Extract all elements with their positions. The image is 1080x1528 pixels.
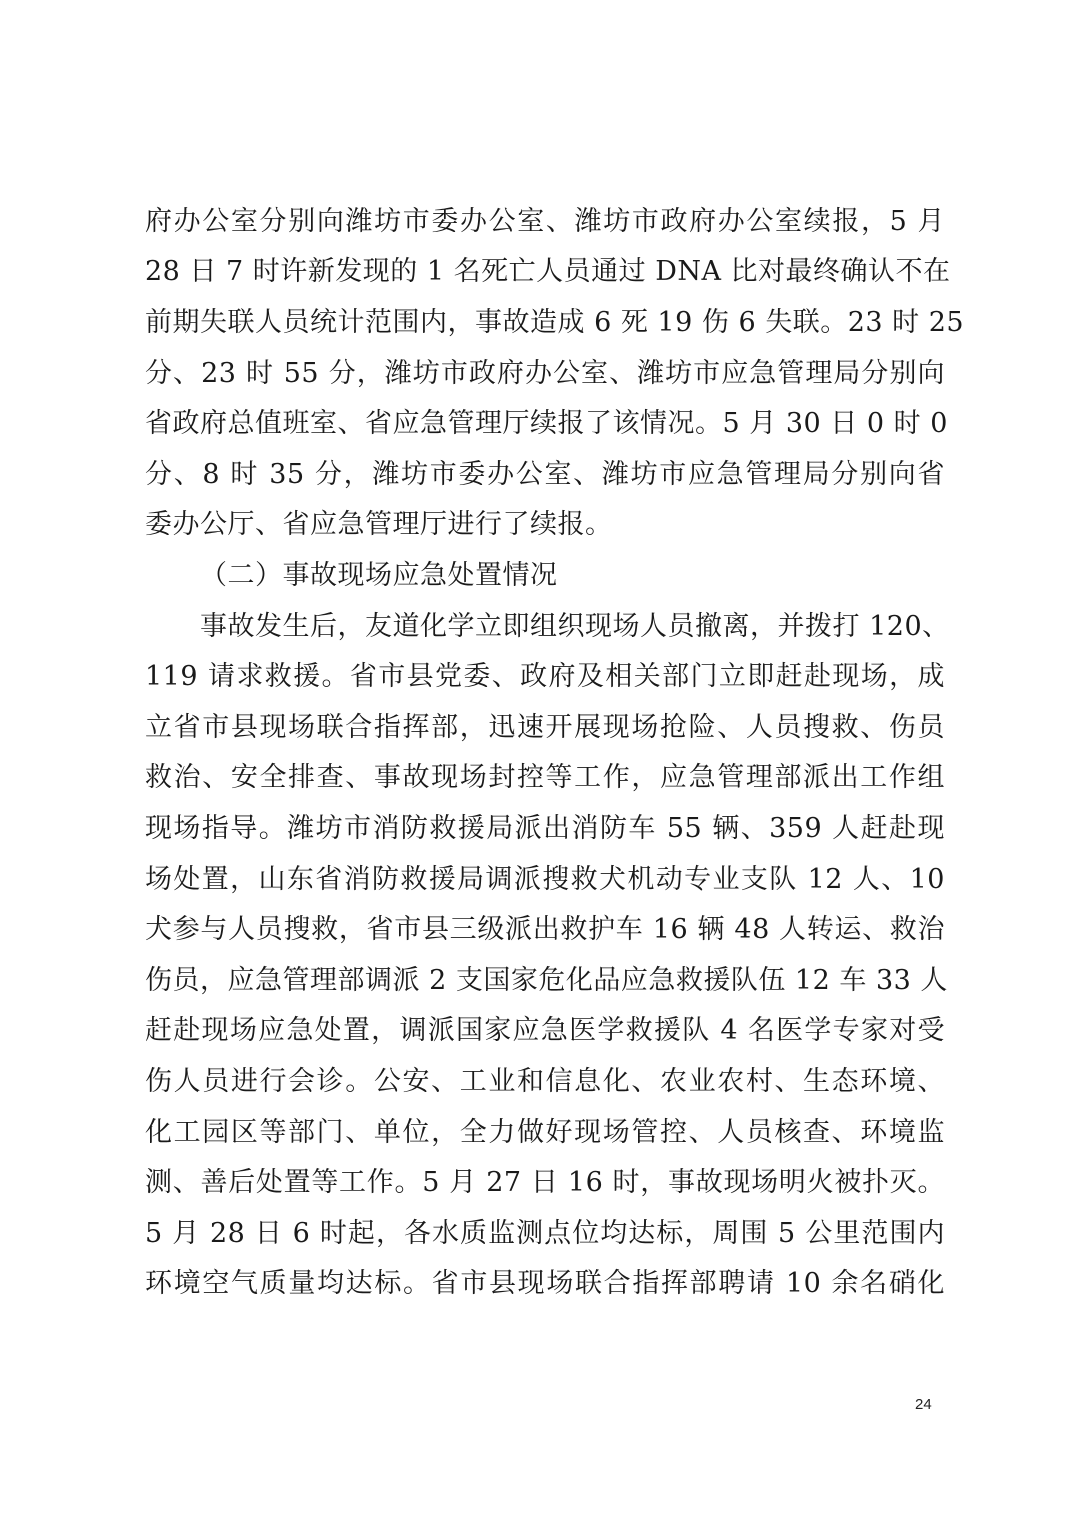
- page-number: 24: [915, 1396, 932, 1413]
- text-line: 立省市县现场联合指挥部，迅速开展现场抢险、人员搜救、伤员: [145, 712, 945, 743]
- text-line: 测、善后处置等工作。5 月 27 日 16 时，事故现场明火被扑灭。: [145, 1167, 945, 1198]
- text-line: 分、23 时 55 分，潍坊市政府办公室、潍坊市应急管理局分别向: [145, 358, 945, 389]
- text-line: 119 请求救援。省市县党委、政府及相关部门立即赶赴现场，成: [145, 661, 945, 692]
- text-line: 场处置，山东省消防救援局调派搜救犬机动专业支队 12 人、10: [145, 864, 945, 895]
- text-line: 28 日 7 时许新发现的 1 名死亡人员通过 DNA 比对最终确认不在: [145, 256, 951, 287]
- text-line: 救治、安全排查、事故现场封控等工作，应急管理部派出工作组: [145, 762, 945, 793]
- text-line: 赶赴现场应急处置，调派国家应急医学救援队 4 名医学专家对受: [145, 1015, 945, 1046]
- text-line: 省政府总值班室、省应急管理厅续报了该情况。5 月 30 日 0 时 0: [145, 408, 948, 439]
- text-line: 伤人员进行会诊。公安、工业和信息化、农业农村、生态环境、: [145, 1066, 945, 1097]
- text-line: 委办公厅、省应急管理厅进行了续报。: [145, 509, 613, 540]
- text-line: 前期失联人员统计范围内，事故造成 6 死 19 伤 6 失联。23 时 25: [145, 307, 965, 338]
- section-heading: （二）事故现场应急处置情况: [200, 560, 558, 591]
- text-line: 事故发生后，友道化学立即组织现场人员撤离，并拨打 120、: [200, 611, 950, 642]
- text-line: 现场指导。潍坊市消防救援局派出消防车 55 辆、359 人赶赴现: [145, 813, 945, 844]
- text-line: 犬参与人员搜救，省市县三级派出救护车 16 辆 48 人转运、救治: [145, 914, 945, 945]
- text-line: 分、8 时 35 分，潍坊市委办公室、潍坊市应急管理局分别向省: [145, 459, 945, 490]
- text-line: 化工园区等部门、单位，全力做好现场管控、人员核查、环境监: [145, 1117, 945, 1148]
- text-line: 5 月 28 日 6 时起，各水质监测点位均达标，周围 5 公里范围内: [145, 1218, 945, 1249]
- text-line: 环境空气质量均达标。省市县现场联合指挥部聘请 10 余名硝化: [145, 1268, 945, 1299]
- text-line: 伤员，应急管理部调派 2 支国家危化品应急救援队伍 12 车 33 人: [145, 965, 948, 996]
- text-line: 府办公室分别向潍坊市委办公室、潍坊市政府办公室续报，5 月: [145, 206, 945, 237]
